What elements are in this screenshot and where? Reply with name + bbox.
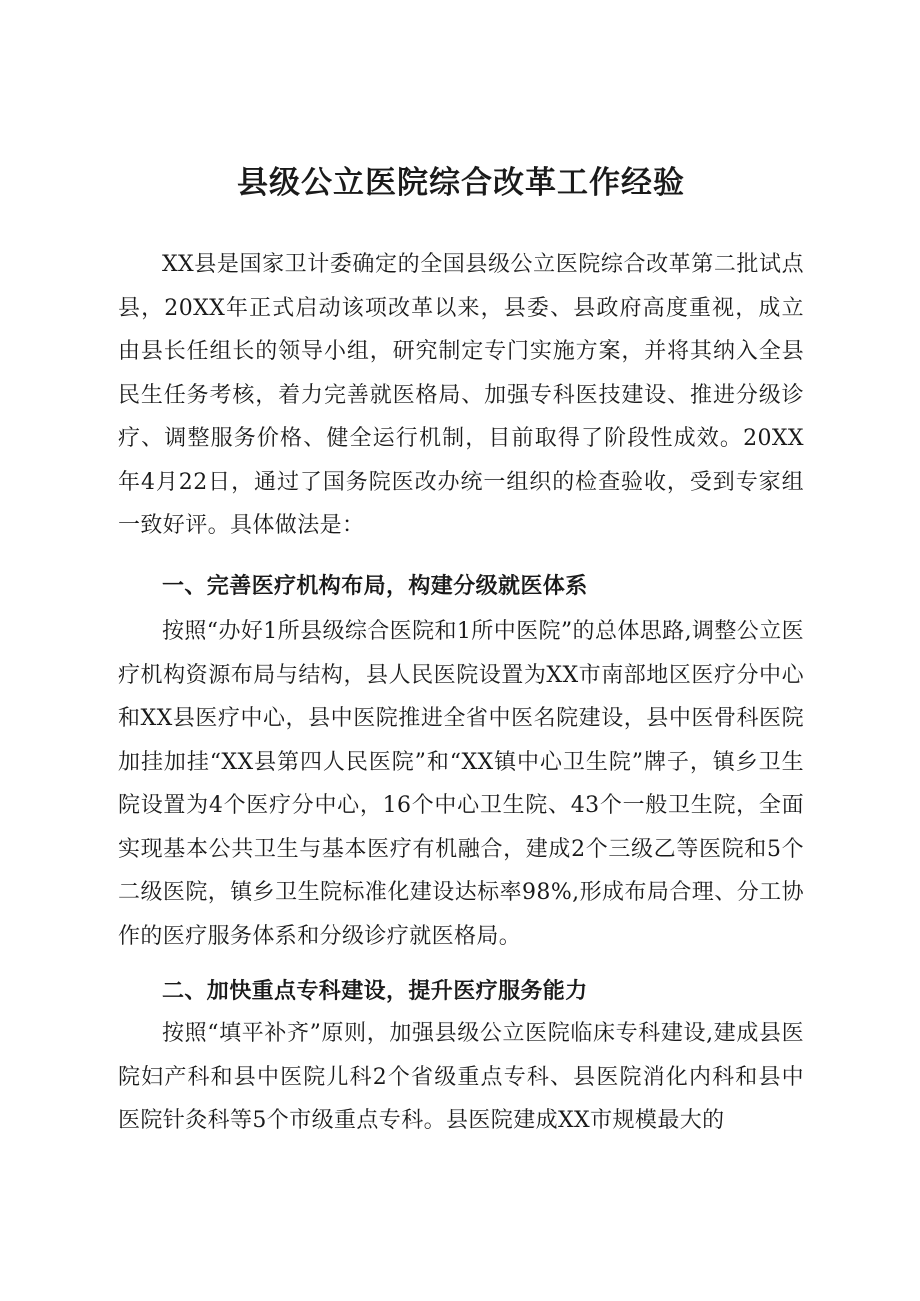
document-page — [118, 0, 804, 1301]
section-heading-2: 二、加快重点专科建设，提升医疗服务能力 — [162, 979, 588, 1004]
paragraph-intro: XX县是国家卫计委确定的全国县级公立医院综合改革第二批试点县，20XX年正式启动该项改革以来，县委、县政府高度重视，成立由县长任组长的领导小组，研究制定专门实施方案，并将其纳入全县民生任务考核，着力完善就医格局、加强专科医技建设、推进分级诊疗、调整服务价格、健全运行机制，目前取得了阶段性成效。20XX年4月22日，通过了国务院医改办统一组织的检查验收，受到专家组一致好评。具体做法是： — [118, 252, 804, 538]
paragraph-section-2: 按照“填平补齐”原则，加强县级公立医院临床专科建设,建成县医院妇产科和县中医院儿科2个省级重点专科、县医院消化内科和县中医院针灸科等5个市级重点专科。县医院建成XX市规模最大的 — [118, 1021, 804, 1133]
paragraph-section-1: 按照“办好1所县级综合医院和1所中医院”的总体思路,调整公立医疗机构资源布局与结构，县人民医院设置为XX市南部地区医疗分中心和XX县医疗中心，县中医院推进全省中医名院建设，县中医骨科医院加挂加挂“XX县第四人民医院”和“XX镇中心卫生院”牌子，镇乡卫生院设置为4个医疗分中心，16个中心卫生院、43个一般卫生院，全面实现基本公共卫生与基本医疗有机融合，建成2个三级乙等医院和5个二级医院，镇乡卫生院标准化建设达标率98%,形成布局合理、分工协作的医疗服务体系和分级诊疗就医格局。 — [118, 619, 804, 949]
section-heading-1: 一、完善医疗机构布局，构建分级就医体系 — [162, 574, 588, 599]
document-title: 县级公立医院综合改革工作经验 — [237, 165, 685, 201]
